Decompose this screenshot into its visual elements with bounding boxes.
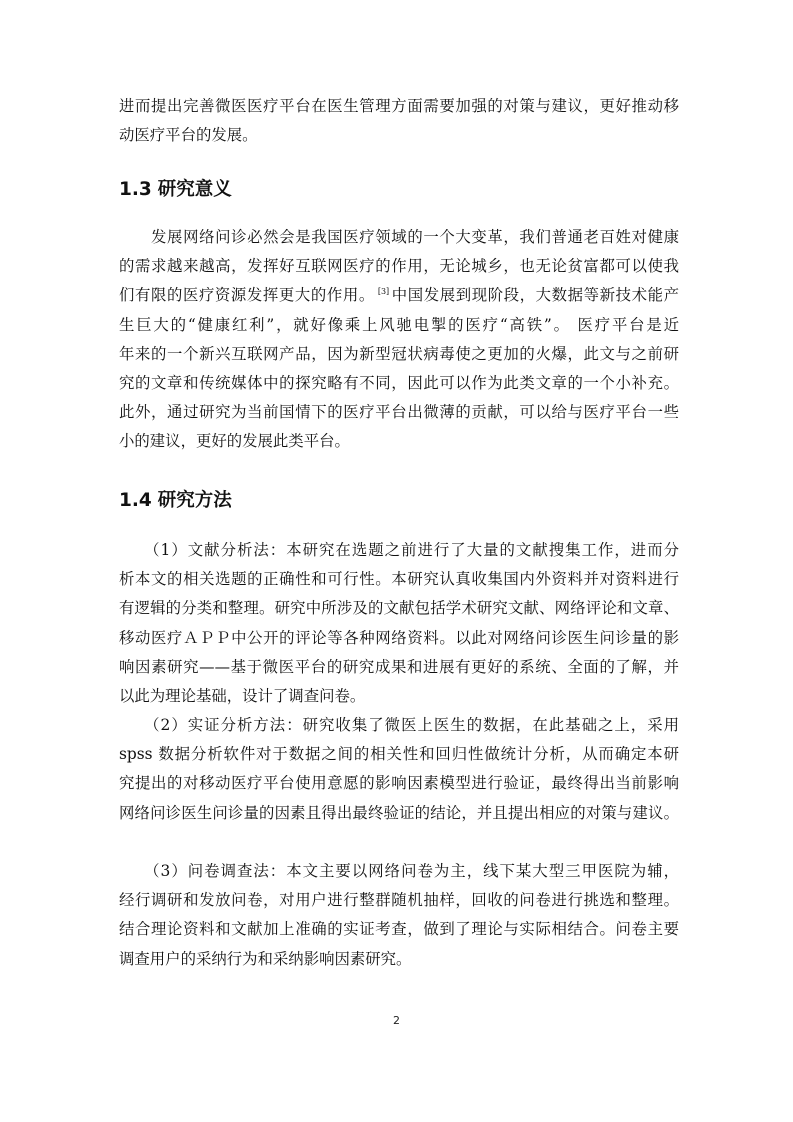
- paragraph-line: 此外，通过研究为当前国情下的医疗平台出微薄的贡献，可以给与医疗平台一些: [119, 403, 679, 422]
- significance-paragraph: [119, 223, 679, 457]
- intro-paragraph: [119, 92, 679, 150]
- paragraph-line: 响因素研究——基于微医平台的研究成果和进展有更好的系统、全面的了解，并: [119, 657, 679, 676]
- citation-line-end: 中国发展到现阶段，大数据等新技术能产: [391, 286, 679, 305]
- section-heading-1-4: [119, 489, 232, 513]
- section-number: 1.3: [119, 179, 152, 200]
- paragraph-line: 生巨大的“健康红利”，就好像乘上风驰电掣的医疗“高铁”。 医疗平台是近: [119, 315, 679, 334]
- intro-line-2: 动医疗平台的发展。: [119, 126, 258, 145]
- paragraph-line: 经行调研和发放问卷，对用户进行整群随机抽样，回收的问卷进行挑选和整理。: [119, 891, 679, 910]
- paragraph-line: 调查用户的采纳行为和采纳影响因素研究。: [119, 949, 412, 968]
- page-number: 2: [393, 1014, 400, 1027]
- paragraph-line: 究提出的对移动医疗平台使用意愿的影响因素模型进行验证，最终得出当前影响: [119, 774, 679, 793]
- citation-line-start: 们有限的医疗资源发挥更大的作用。: [119, 286, 375, 305]
- paragraph-line: （3）问卷调查法：本文主要以网络问卷为主，线下某大型三甲医院为辅，: [119, 862, 679, 880]
- method-questionnaire-paragraph: [119, 857, 679, 974]
- intro-line-1: 进而提出完善微医医疗平台在医生管理方面需要加强的对策与建议，更好推动移: [119, 97, 679, 115]
- paragraph-line: 年来的一个新兴互联网产品，因为新型冠状病毒使之更加的火爆，此文与之前研: [119, 344, 679, 363]
- paragraph-line: 移动医疗ＡＰＰ中公开的评论等各种网络资料。以此对网络问诊医生问诊量的影: [119, 628, 679, 647]
- paragraph-line: spss 数据分析软件对于数据之间的相关性和回归性做统计分析，从而确定本研: [119, 745, 679, 764]
- paragraph-line: （1）文献分析法：本研究在选题之前进行了大量的文献搜集工作，进而分: [119, 541, 679, 559]
- section-number: 1.4: [119, 490, 152, 511]
- section-title: 研究意义: [157, 179, 232, 200]
- paragraph-line: 结合理论资料和文献加上准确的实证考查，做到了理论与实际相结合。问卷主要: [119, 920, 679, 939]
- paragraph-line-with-citation: [119, 281, 679, 310]
- paragraph-line: 小的建议，更好的发展此类平台。: [119, 432, 350, 451]
- paragraph-line: 究的文章和传统媒体中的探究略有不同，因此可以作为此类文章的一个小补充。: [119, 374, 679, 393]
- section-heading-1-3: [119, 178, 232, 202]
- paragraph-line: （2）实证分析方法：研究收集了微医上医生的数据，在此基础之上，采用: [119, 716, 679, 734]
- citation-marker: [3]: [377, 287, 390, 297]
- method-empirical-paragraph: [119, 711, 679, 828]
- paragraph-line: 的需求越来越高，发挥好互联网医疗的作用，无论城乡，也无论贫富都可以使我: [119, 257, 679, 276]
- method-literature-paragraph: [119, 536, 679, 711]
- paragraph-line: 发展网络问诊必然会是我国医疗领域的一个大变革，我们普通老百姓对健康: [119, 228, 679, 246]
- paragraph-line: 以此为理论基础，设计了调查问卷。: [119, 687, 366, 706]
- paragraph-line: 有逻辑的分类和整理。研究中所涉及的文献包括学术研究文献、网络评论和文章、: [119, 599, 679, 618]
- paragraph-line: 析本文的相关选题的正确性和可行性。本研究认真收集国内外资料并对资料进行: [119, 570, 679, 589]
- paragraph-line: 网络问诊医生问诊量的因素且得出最终验证的结论，并且提出相应的对策与建议。: [119, 803, 679, 822]
- section-title: 研究方法: [157, 490, 232, 511]
